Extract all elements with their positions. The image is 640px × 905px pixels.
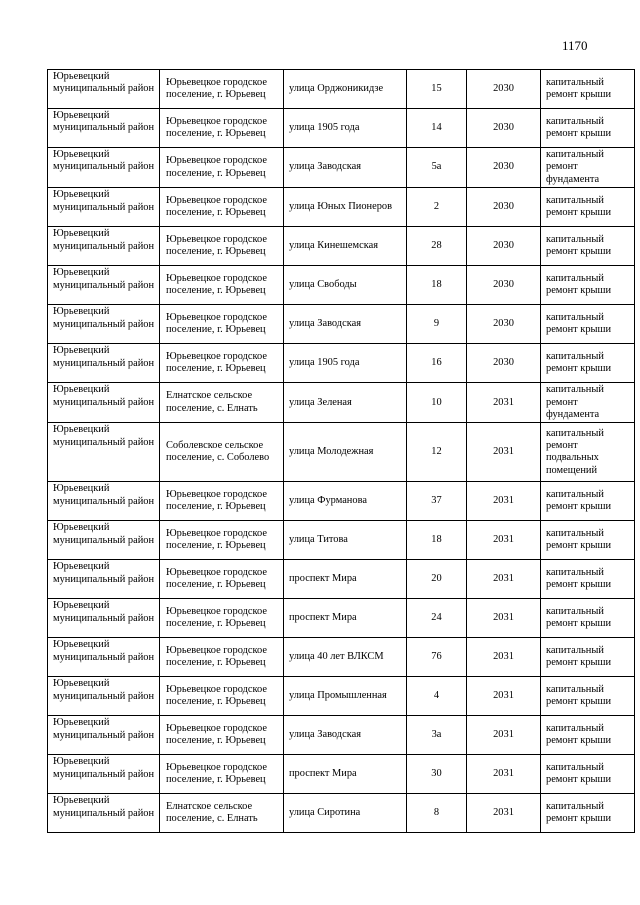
district-cell: Юрьевецкий муниципальный район xyxy=(48,227,160,266)
settlement-cell: Юрьевецкое городское поселение, г. Юрьевец xyxy=(160,599,284,638)
district-cell: Юрьевецкий муниципальный район xyxy=(48,148,160,188)
year-cell: 2031 xyxy=(467,677,541,716)
table-row xyxy=(48,266,635,305)
house-number-cell: 16 xyxy=(407,344,467,383)
table-row xyxy=(48,70,635,109)
table-row xyxy=(48,677,635,716)
year-cell: 2030 xyxy=(467,148,541,188)
year-cell: 2031 xyxy=(467,638,541,677)
house-number-cell: 9 xyxy=(407,305,467,344)
work-type-cell: капитальный ремонт подвальных помещений xyxy=(541,423,635,482)
house-number-cell: 76 xyxy=(407,638,467,677)
year-cell: 2031 xyxy=(467,599,541,638)
work-type-cell: капитальный ремонт крыши xyxy=(541,716,635,755)
house-number-cell: 28 xyxy=(407,227,467,266)
settlement-cell: Юрьевецкое городское поселение, г. Юрьевец xyxy=(160,716,284,755)
street-cell: улица Титова xyxy=(284,521,407,560)
table-row xyxy=(48,521,635,560)
settlement-cell: Юрьевецкое городское поселение, г. Юрьевец xyxy=(160,188,284,227)
district-cell: Юрьевецкий муниципальный район xyxy=(48,383,160,423)
house-number-cell: 5а xyxy=(407,148,467,188)
work-type-cell: капитальный ремонт крыши xyxy=(541,227,635,266)
street-cell: улица Орджоникидзе xyxy=(284,70,407,109)
table-row xyxy=(48,227,635,266)
year-cell: 2030 xyxy=(467,109,541,148)
work-type-cell: капитальный ремонт крыши xyxy=(541,305,635,344)
work-type-cell: капитальный ремонт крыши xyxy=(541,188,635,227)
street-cell: улица Заводская xyxy=(284,716,407,755)
settlement-cell: Юрьевецкое городское поселение, г. Юрьевец xyxy=(160,482,284,521)
street-cell: улица Свободы xyxy=(284,266,407,305)
table-row xyxy=(48,482,635,521)
street-cell: улица Молодежная xyxy=(284,423,407,482)
year-cell: 2030 xyxy=(467,305,541,344)
district-cell: Юрьевецкий муниципальный район xyxy=(48,755,160,794)
settlement-cell: Елнатское сельское поселение, с. Елнать xyxy=(160,383,284,423)
work-type-cell: капитальный ремонт крыши xyxy=(541,560,635,599)
district-cell: Юрьевецкий муниципальный район xyxy=(48,521,160,560)
settlement-cell: Юрьевецкое городское поселение, г. Юрьевец xyxy=(160,148,284,188)
year-cell: 2031 xyxy=(467,482,541,521)
settlement-cell: Юрьевецкое городское поселение, г. Юрьевец xyxy=(160,305,284,344)
district-cell: Юрьевецкий муниципальный район xyxy=(48,70,160,109)
district-cell: Юрьевецкий муниципальный район xyxy=(48,305,160,344)
street-cell: улица 1905 года xyxy=(284,344,407,383)
work-type-cell: капитальный ремонт крыши xyxy=(541,677,635,716)
street-cell: улица Промышленная xyxy=(284,677,407,716)
district-cell: Юрьевецкий муниципальный район xyxy=(48,266,160,305)
settlement-cell: Юрьевецкое городское поселение, г. Юрьевец xyxy=(160,227,284,266)
house-number-cell: 8 xyxy=(407,794,467,833)
house-number-cell: 15 xyxy=(407,70,467,109)
settlement-cell: Юрьевецкое городское поселение, г. Юрьевец xyxy=(160,70,284,109)
house-number-cell: 30 xyxy=(407,755,467,794)
street-cell: улица Сиротина xyxy=(284,794,407,833)
district-cell: Юрьевецкий муниципальный район xyxy=(48,716,160,755)
house-number-cell: 24 xyxy=(407,599,467,638)
house-number-cell: 3а xyxy=(407,716,467,755)
district-cell: Юрьевецкий муниципальный район xyxy=(48,599,160,638)
house-number-cell: 18 xyxy=(407,266,467,305)
work-type-cell: капитальный ремонт крыши xyxy=(541,109,635,148)
settlement-cell: Юрьевецкое городское поселение, г. Юрьевец xyxy=(160,560,284,599)
street-cell: улица Фурманова xyxy=(284,482,407,521)
page-number: 1170 xyxy=(562,38,588,53)
table-row xyxy=(48,794,635,833)
settlement-cell: Юрьевецкое городское поселение, г. Юрьевец xyxy=(160,755,284,794)
district-cell: Юрьевецкий муниципальный район xyxy=(48,677,160,716)
house-number-cell: 14 xyxy=(407,109,467,148)
work-type-cell: капитальный ремонт фундамента xyxy=(541,383,635,423)
work-type-cell: капитальный ремонт крыши xyxy=(541,266,635,305)
repair-schedule-table xyxy=(47,69,635,833)
year-cell: 2031 xyxy=(467,716,541,755)
district-cell: Юрьевецкий муниципальный район xyxy=(48,109,160,148)
district-cell: Юрьевецкий муниципальный район xyxy=(48,560,160,599)
district-cell: Юрьевецкий муниципальный район xyxy=(48,423,160,482)
year-cell: 2030 xyxy=(467,188,541,227)
district-cell: Юрьевецкий муниципальный район xyxy=(48,188,160,227)
house-number-cell: 12 xyxy=(407,423,467,482)
work-type-cell: капитальный ремонт крыши xyxy=(541,344,635,383)
work-type-cell: капитальный ремонт крыши xyxy=(541,70,635,109)
settlement-cell: Юрьевецкое городское поселение, г. Юрьевец xyxy=(160,521,284,560)
year-cell: 2031 xyxy=(467,560,541,599)
settlement-cell: Юрьевецкое городское поселение, г. Юрьевец xyxy=(160,266,284,305)
table-row xyxy=(48,638,635,677)
year-cell: 2031 xyxy=(467,383,541,423)
settlement-cell: Юрьевецкое городское поселение, г. Юрьевец xyxy=(160,109,284,148)
district-cell: Юрьевецкий муниципальный район xyxy=(48,638,160,677)
street-cell: улица Юных Пионеров xyxy=(284,188,407,227)
house-number-cell: 2 xyxy=(407,188,467,227)
year-cell: 2031 xyxy=(467,423,541,482)
year-cell: 2031 xyxy=(467,755,541,794)
table-row xyxy=(48,109,635,148)
year-cell: 2031 xyxy=(467,521,541,560)
street-cell: улица Заводская xyxy=(284,148,407,188)
house-number-cell: 18 xyxy=(407,521,467,560)
settlement-cell: Елнатское сельское поселение, с. Елнать xyxy=(160,794,284,833)
table-row xyxy=(48,599,635,638)
street-cell: проспект Мира xyxy=(284,755,407,794)
table-row xyxy=(48,148,635,188)
table-row xyxy=(48,344,635,383)
work-type-cell: капитальный ремонт крыши xyxy=(541,599,635,638)
year-cell: 2030 xyxy=(467,70,541,109)
house-number-cell: 4 xyxy=(407,677,467,716)
street-cell: проспект Мира xyxy=(284,560,407,599)
work-type-cell: капитальный ремонт крыши xyxy=(541,482,635,521)
settlement-cell: Юрьевецкое городское поселение, г. Юрьевец xyxy=(160,638,284,677)
house-number-cell: 20 xyxy=(407,560,467,599)
house-number-cell: 10 xyxy=(407,383,467,423)
year-cell: 2031 xyxy=(467,794,541,833)
street-cell: проспект Мира xyxy=(284,599,407,638)
work-type-cell: капитальный ремонт крыши xyxy=(541,755,635,794)
work-type-cell: капитальный ремонт крыши xyxy=(541,794,635,833)
street-cell: улица Заводская xyxy=(284,305,407,344)
settlement-cell: Юрьевецкое городское поселение, г. Юрьевец xyxy=(160,344,284,383)
work-type-cell: капитальный ремонт крыши xyxy=(541,521,635,560)
table-row xyxy=(48,423,635,482)
table-row xyxy=(48,560,635,599)
district-cell: Юрьевецкий муниципальный район xyxy=(48,794,160,833)
work-type-cell: капитальный ремонт крыши xyxy=(541,638,635,677)
table-row xyxy=(48,383,635,423)
table-row xyxy=(48,188,635,227)
work-type-cell: капитальный ремонт фундамента xyxy=(541,148,635,188)
settlement-cell: Соболевское сельское поселение, с. Соболево xyxy=(160,423,284,482)
district-cell: Юрьевецкий муниципальный район xyxy=(48,344,160,383)
street-cell: улица 1905 года xyxy=(284,109,407,148)
year-cell: 2030 xyxy=(467,227,541,266)
street-cell: улица 40 лет ВЛКСМ xyxy=(284,638,407,677)
table-row xyxy=(48,716,635,755)
table-row xyxy=(48,305,635,344)
street-cell: улица Кинешемская xyxy=(284,227,407,266)
year-cell: 2030 xyxy=(467,266,541,305)
house-number-cell: 37 xyxy=(407,482,467,521)
table-row xyxy=(48,755,635,794)
street-cell: улица Зеленая xyxy=(284,383,407,423)
year-cell: 2030 xyxy=(467,344,541,383)
district-cell: Юрьевецкий муниципальный район xyxy=(48,482,160,521)
settlement-cell: Юрьевецкое городское поселение, г. Юрьевец xyxy=(160,677,284,716)
